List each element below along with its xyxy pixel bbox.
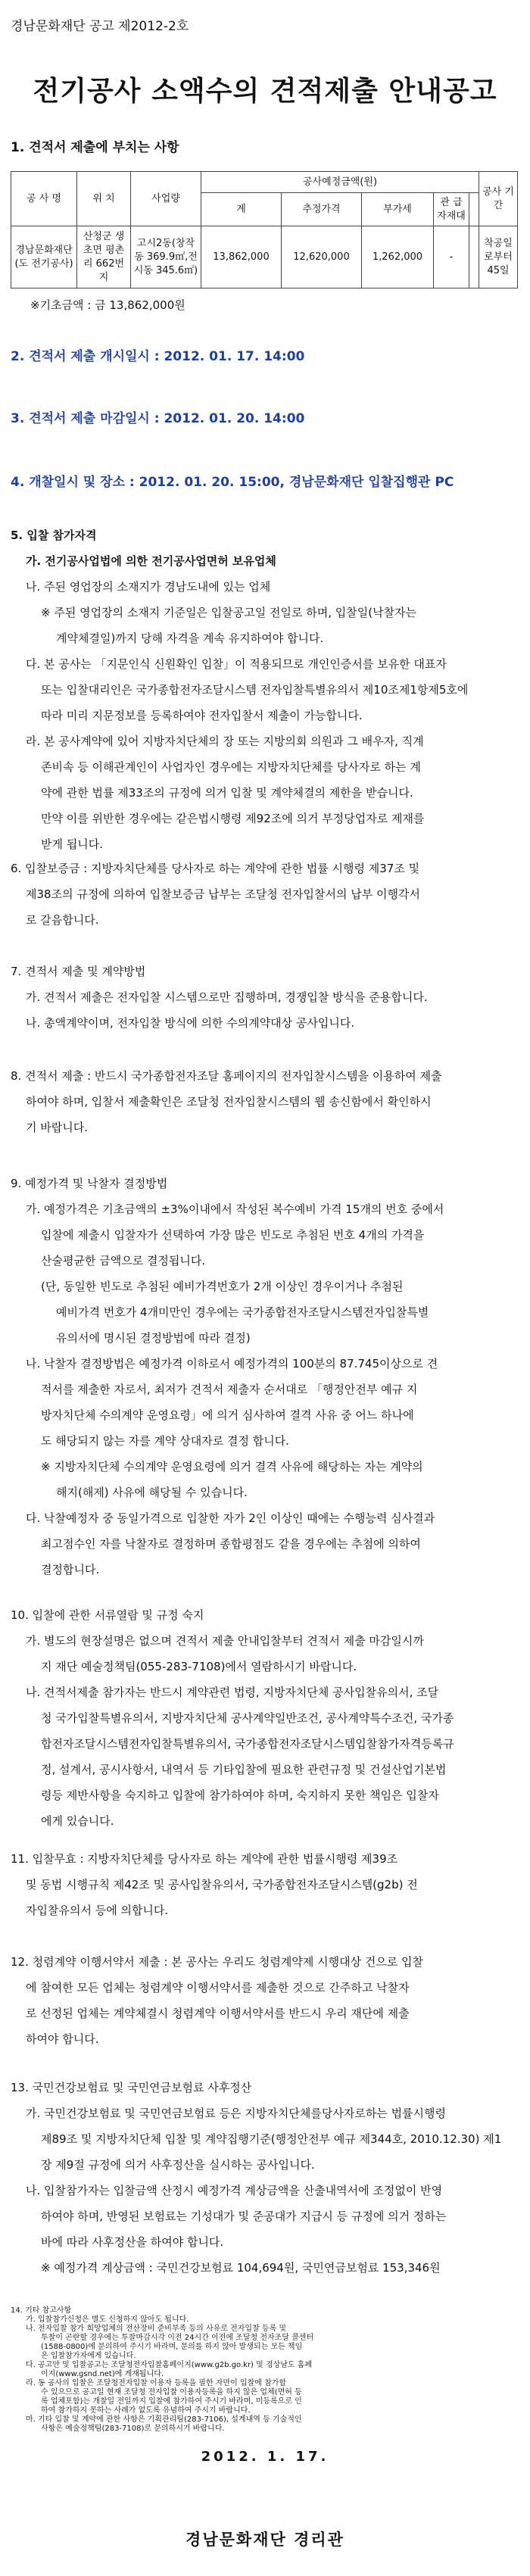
line: 마. 기타 입찰 및 계약에 관한 사항은 기획관리팀(283-7106), 설계내역 등 기술적인 (26, 2415, 302, 2424)
line: 가. 전기공사업법에 의한 전기공사업면허 보유업체 (26, 554, 276, 568)
line: 나. 주된 영업장의 소재지가 경남도내에 있는 업체 (26, 580, 271, 594)
line: 청 국가입찰특별유의서, 지방자치단체 공사계약일반조건, 공사계약특수조건, 국가종 (41, 1711, 454, 1725)
line: 은 입찰참가자에게 있습니다. (41, 2352, 136, 2360)
section-13 (11, 2075, 522, 2281)
line: 에 참여한 모든 업체는 청렴계약 이행서약서를 제출한 것으로 간주하고 낙찰자 (26, 1981, 410, 1994)
line: 록 업체포함)는 개찰일 전일까지 입찰에 참가하여 주시기 바라며, 미등록으로 인 (41, 2397, 302, 2406)
line: 지 재단 예술정책팀(055-283-7108)에서 열람하시기 바랍니다. (41, 1660, 357, 1673)
cell-name: 경남문화재단(도 전기공사) (11, 226, 77, 288)
line: 11. 입찰무효 : 지방자치단체를 당사자로 하는 계약에 관한 법률시행령 제39조 (11, 1852, 398, 1866)
line: 방자치단체 수의계약 운영요령」에 의거 심사하여 결격 사유 중 어느 하나에 (41, 1408, 414, 1422)
th-location: 위 치 (77, 172, 131, 226)
section-3-deadline: 3. 견적서 제출 마감일시 : 2012. 01. 20. 14:00 (11, 411, 305, 426)
line: 계약체결일)까지 당해 자격을 계속 유지하여야 합니다. (56, 632, 324, 645)
line: 합전자조달시스템전자입찰특별유의서, 국가종합전자조달시스템입찰참가자격등록규 (41, 1737, 454, 1751)
cell-gov-materials: - (434, 226, 469, 288)
section-7 (11, 959, 522, 1036)
line: 또는 입찰대리인은 국가종합전자조달시스템 전자입찰특별유의서 제10조제1항제5호에 (41, 683, 469, 697)
line: 존비속 등 이해관계인이 사업자인 경우에는 지방자치단체를 당사자로 하는 계 (41, 760, 421, 774)
th-estimated: 추정가격 (282, 193, 362, 226)
line: 나. 총액계약이며, 전자입찰 방식에 의한 수의계약대상 공사입니다. (26, 1016, 355, 1030)
line: 하여야 합니다. (26, 2032, 99, 2046)
line: 결정합니다. (41, 1563, 100, 1576)
section-2-start-date: 2. 견적서 제출 개시일시 : 2012. 01. 17. 14:00 (11, 349, 305, 364)
line: 약에 관한 법률 제33조의 규정에 의거 입찰 및 계약체결의 제한을 받습니다. (41, 786, 413, 800)
line: 가. 입찰참가신청은 별도 신청하지 않아도 됩니다. (26, 2316, 189, 2324)
basic-amount: ※기초금액 : 금 13,862,000원 (30, 298, 186, 312)
line: ※ 지방자치단체 수의계약 운영요령에 의거 결격 사유에 해당하는 자는 계약의 (41, 1460, 423, 1474)
line: 나. 입찰참가자는 입찰금액 산정시 예정가격 계상금액을 산출내역서에 조정없이 반영 (26, 2184, 443, 2197)
cell-estimated: 12,620,000 (282, 226, 362, 288)
line: 산술평균한 금액으로 결정됩니다. (41, 1254, 206, 1268)
line: 가. 견적서 제출은 전자입찰 시스템으로만 집행하며, 경쟁입찰 방식을 준용합니다. (26, 990, 428, 1004)
line: 받게 됩니다. (41, 837, 103, 851)
section-14 (11, 2306, 522, 2434)
line: 하여 참가하지 못하는 사례가 없도록 유념하여 주시기 바랍니다. (41, 2406, 251, 2415)
line: 10. 입찰에 관한 서류열람 및 규정 숙지 (11, 1608, 204, 1622)
line: 나. 낙찰자 결정방법은 예정가격 이하로서 예정가격의 100분의 87.745이상으로 견 (26, 1357, 438, 1371)
line: 장 제9절 규정에 의거 사후정산을 실시하는 공사입니다. (41, 2158, 315, 2172)
line: 9. 예정가격 및 낙찰자 결정방법 (11, 1177, 168, 1190)
line: 나. 전자입찰 참가 희망업체의 전산장비 준비부족 등의 사유로 전자입찰 등록 및 (26, 2325, 287, 2333)
line: 정, 설계서, 공시사항서, 내역서 등 기타입찰에 필요한 관련규정 및 건설산업기본법 (41, 1763, 447, 1776)
section-4-opening: 4. 개찰일시 및 장소 : 2012. 01. 20. 15:00, 경남문화재단 입찰집행관 PC (11, 475, 454, 490)
notice-number: 경남문화재단 공고 제2012-2호 (11, 19, 189, 34)
cell-total: 13,862,000 (201, 226, 282, 288)
section-11 (11, 1846, 522, 1923)
line: 예비가격 번호가 4개미만인 경우에는 국가종합전자조달시스템전자입찰특별 (56, 1305, 429, 1319)
line: ※ 주된 영업장의 소재지 기준일은 입찰공고일 전일로 하며, 입찰일(낙찰자는 (41, 606, 417, 619)
issuing-organization: 경남문화재단 경리관 (186, 2531, 344, 2549)
section-1-heading: 1. 견적서 제출에 부치는 사항 (11, 140, 179, 155)
line: 도 해당되지 않는 자를 계약 상대자로 결정 합니다. (41, 1434, 289, 1448)
line: 투찰이 곤란할 경우에는 투찰마감시각 이전 24시간 이전에 조달청 전자조달 콜센터 (41, 2334, 314, 2342)
section-5 (11, 522, 522, 857)
th-gov-materials: 관 급 자재대 (434, 193, 469, 226)
th-period: 공사 기간 (479, 172, 518, 226)
line: 적서를 제출한 자로서, 최저가 견적서 제출자 순서대로 「행정안전부 예규 지 (41, 1383, 418, 1396)
line: 6. 입찰보증금 : 지방자치단체를 당사자로 하는 계약에 관한 법률 시행령 제37조 및 (11, 862, 420, 875)
line: 자입찰유의서 등에 의합니다. (26, 1904, 169, 1917)
line: 유의서에 명시된 결정방법에 따라 결정) (56, 1331, 251, 1345)
line: 가. 국민건강보험료 및 국민연금보험료 등은 지방자치단체를당사자로하는 법률시행령 (26, 2107, 447, 2120)
line: 및 동법 시행규칙 제42조 및 공사입찰유의서, 국가종합전자조달시스템(g2b) 전 (26, 1878, 418, 1891)
line: 14. 기타 참고사항 (11, 2306, 72, 2315)
line: 바에 따라 사후정산을 하여야 합니다. (41, 2235, 224, 2249)
line: 해지(해제) 사유에 해당될 수 있습니다. (56, 1486, 248, 1499)
line: ※ 예정가격 계상금액 : 국민건강보험료 104,694원, 국민연금보험료 153,346원 (41, 2261, 441, 2275)
line: 하여야 하며, 반영된 보험료는 기성대가 및 준공대가 지급시 등 규정에 의거 정하는 (41, 2210, 447, 2223)
th-spacer (469, 193, 479, 226)
th-estimated-amount: 공사예정금액(원) (201, 172, 479, 193)
th-vat: 부가세 (362, 193, 434, 226)
line: 로 선정된 업체는 계약체결시 청렴계약 이행서약서를 반드시 우리 재단에 제출 (26, 2007, 410, 2020)
cell-period: 착공일 로부터 45일 (479, 226, 518, 288)
line: 로 갈음합니다. (26, 913, 99, 927)
line: 최고점수인 자를 낙찰자로 결정하며 종합평점도 같을 경우에는 추첨에 의하여 (41, 1537, 421, 1551)
line: 따라 미리 지문정보를 등록하여야 전자입찰서 제출이 가능합니다. (41, 709, 363, 722)
th-name: 공 사 명 (11, 172, 77, 226)
line: 13. 국민건강보험료 및 국민연금보험료 사후정산 (11, 2081, 252, 2094)
line: 하여야 하며, 입찰서 제출확인은 조달청 전자입찰시스템의 웹 송신함에서 확인하시 (26, 1095, 432, 1109)
line: 가. 예정가격은 기초금액의 ±3%이내에서 작성된 복수예비 가격 15개의 번호 중에서 (26, 1202, 444, 1216)
notice-date: 2012. 1. 17. (201, 2449, 329, 2465)
cell-scope: 고시2동(창작동 369.9㎡,전시동 345.6㎡) (131, 226, 201, 288)
line: 제89조 및 지방자치단체 입찰 및 계약집행기준(행정안전부 예규 제344호, 2010.12.30) 제1 (41, 2132, 502, 2146)
line: 에게 있습니다. (41, 1814, 114, 1828)
section-9 (11, 1171, 522, 1583)
line: 제38조의 규정에 의하여 입찰보증금 납부는 조달청 전자입찰서의 납부 이행각서 (26, 887, 420, 901)
line: 가. 별도의 현장설명은 없으며 견적서 제출 안내입찰부터 견적서 제출 마감일시까 (26, 1634, 424, 1648)
line: 7. 견적서 제출 및 계약방법 (11, 965, 146, 978)
line: 이지(www.gsnd.net)에 게재됩니다. (41, 2370, 164, 2378)
line: 다. 본 공사는 「지문인식 신원확인 입찰」이 적용되므로 개인인증서를 보유한 대표자 (26, 657, 447, 671)
line: (1588-0800)에 문의하여 주시기 바라며, 문의를 하지 않아 발생되는 모든 책임 (41, 2343, 303, 2351)
th-total: 계 (201, 193, 282, 226)
cell-vat: 1,262,000 (362, 226, 434, 288)
quote-table (11, 171, 518, 288)
page-title: 전기공사 소액수의 견적제출 안내공고 (33, 76, 497, 107)
line: 사항은 예술정책팀(283-7108)로 문의하시기 바랍니다. (41, 2425, 225, 2433)
line: 나. 견적서제출 참가자는 반드시 계약관련 법령, 지방자치단체 공사입찰유의서, 조달 (26, 1686, 439, 1699)
line: 기 바랍니다. (26, 1121, 88, 1134)
line: 12. 청렴계약 이행서약서 제출 : 본 공사는 우리도 청렴계약제 시행대상 건으로 입찰 (11, 1955, 424, 1969)
line: 8. 견적서 제출 : 반드시 국가종합전자조달 홈페이지의 전자입찰시스템을 이용하여 제출 (11, 1069, 442, 1083)
line: 수 있으므로 공고일 현재 조달청 전자입찰 이용자등록을 하지 않은 업체(면허 등 (41, 2388, 302, 2397)
cell-location: 산청군 생초면 평촌리 662번지 (77, 226, 131, 288)
line: 령등 제반사항을 숙지하고 입찰에 참가하여야 하며, 숙지하지 못한 책임은 입찰자 (41, 1789, 439, 1802)
line: 입찰에 제출시 입찰자가 선택하여 가장 많은 빈도로 추첨된 번호 4개의 가격을 (41, 1228, 425, 1242)
line: 다. 공고안 및 입찰공고는 조달청전자입찰홈페이지(www.g2b.go.kr) 및 경상남도 홈페 (26, 2361, 313, 2369)
section-8 (11, 1063, 522, 1140)
line: 라. 동 공사의 입찰은 조달청전자입찰 이용자 등록을 필한 자만이 입찰에 참가할 (26, 2379, 287, 2387)
line: 다. 낙찰예정자 중 동일가격으로 입찰한 자가 2인 이상인 때에는 수행능력 심사결과 (26, 1511, 435, 1525)
section-6 (11, 856, 522, 933)
cell-spacer (469, 226, 479, 288)
line: 만약 이를 위반한 경우에는 같은법시행령 제92조에 의거 부정당업자로 제재를 (41, 812, 425, 825)
line: 라. 본 공사계약에 있어 지방자치단체의 장 또는 지방의회 의원과 그 배우자, 직계 (26, 734, 424, 748)
th-scope: 사업량 (131, 172, 201, 226)
section-12 (11, 1949, 522, 2052)
line: (단, 동일한 빈도로 추첨된 예비가격번호가 2개 이상인 경우이거나 추첨된 (41, 1280, 404, 1293)
section-10 (11, 1602, 522, 1834)
section-5-heading: 5. 입찰 참가자격 (11, 529, 97, 542)
